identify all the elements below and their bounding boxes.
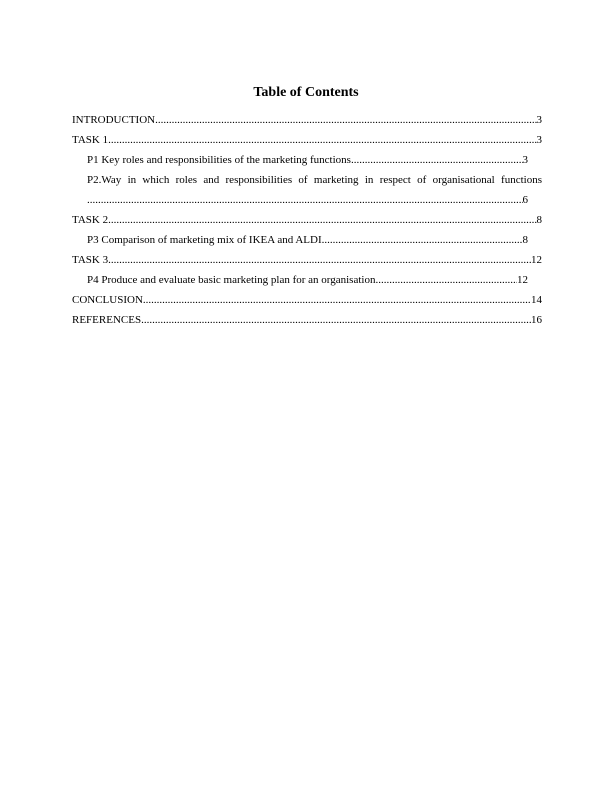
toc-entry-page: 3 [522,154,528,166]
toc-leader-dots [87,193,523,207]
toc-entry-label: REFERENCES [72,314,142,326]
toc-leader-dots [141,313,531,327]
toc-entry-label: P3 Comparison of marketing mix of IKEA and ALDI [87,234,322,246]
toc-leader-dots [108,213,536,227]
toc-entry-p2-leader-line [87,193,528,207]
toc-entry-page: 12 [517,274,528,286]
toc-leader-dots [155,113,536,127]
toc-entry-p2[interactable] [87,173,542,207]
toc-leader-dots [143,293,531,307]
toc-entry-page: 12 [531,254,542,266]
toc-leader-dots [322,233,523,247]
toc-entry-page: 16 [531,314,542,326]
toc-entry-page: 6 [522,194,528,206]
toc-entry-page: 3 [536,114,542,126]
toc-title: Table of Contents [253,85,359,100]
toc-entry-page: 14 [531,294,542,306]
toc-entry-page: 8 [522,234,528,246]
toc-entry-page: 8 [536,214,542,226]
toc-entry-introduction[interactable] [72,113,542,127]
toc-entry-task-3[interactable] [72,253,542,267]
toc-entry-label: P4 Produce and evaluate basic marketing plan for an organisation [87,274,376,286]
toc-entry-task-1[interactable] [72,133,542,147]
toc-entry-task-2[interactable] [72,213,542,227]
toc-entry-label: TASK 2 [72,214,109,226]
toc-entry-label: P1 Key roles and responsibilities of the marketing functions [87,154,351,166]
toc-leader-dots [375,273,517,287]
toc-entry-conclusion[interactable] [72,293,542,307]
toc-entry-label: TASK 3 [72,254,109,266]
toc-entry-p3[interactable] [87,233,528,247]
toc-entry-p1[interactable] [87,153,528,167]
toc-entry-label: CONCLUSION [72,294,143,306]
toc-entry-p4[interactable] [87,273,528,287]
toc-list [72,113,542,333]
toc-leader-dots [351,153,523,167]
toc-entry-label: INTRODUCTION [72,114,156,126]
toc-leader-dots [108,133,536,147]
toc-leader-dots [108,253,531,267]
toc-entry-references[interactable] [72,313,542,327]
toc-entry-label: TASK 1 [72,134,109,146]
toc-entry-page: 3 [536,134,542,146]
toc-entry-label: P2.Way in which roles and responsibilities of marketing in respect of organisational functions [87,174,542,186]
